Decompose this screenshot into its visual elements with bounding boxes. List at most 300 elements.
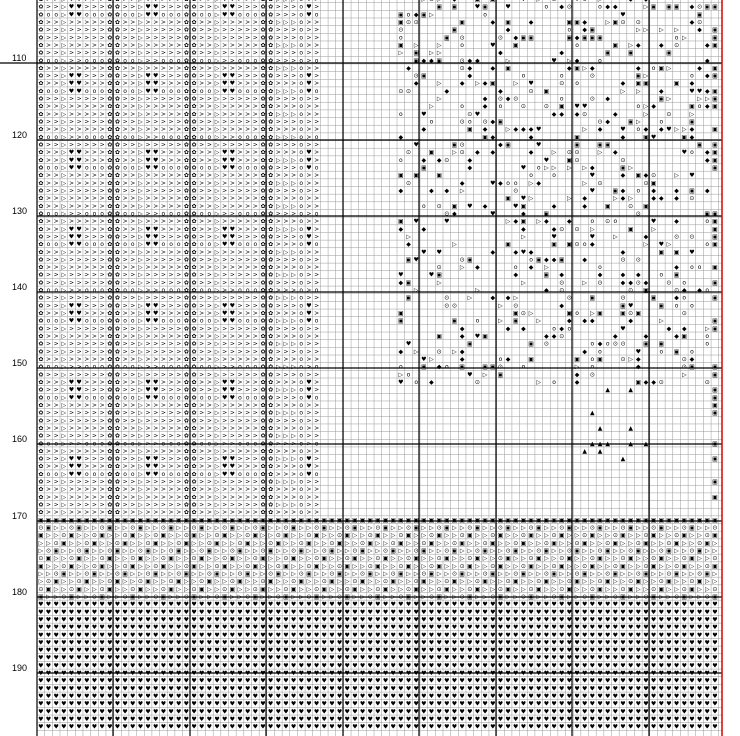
stitch-symbol: ⊙ [391, 540, 396, 547]
stitch-symbol: ▷ [54, 586, 59, 593]
stitch-symbol: > [46, 4, 51, 11]
stitch-symbol: > [176, 302, 181, 309]
stitch-symbol: o [131, 11, 135, 18]
stitch-symbol: ▣ [436, 563, 442, 570]
stitch-symbol: > [230, 356, 235, 363]
stitch-symbol: ◆ [399, 226, 404, 233]
stitch-symbol: ▷ [690, 540, 695, 547]
stitch-symbol: ▷ [69, 540, 74, 547]
stitch-symbol: ♥ [99, 655, 104, 662]
stitch-symbol: ▣ [444, 525, 450, 532]
stitch-symbol: o [131, 318, 135, 325]
stitch-symbol: o [299, 387, 303, 394]
stitch-symbol: ▣ [161, 532, 167, 539]
stitch-symbol: ✿ [260, 80, 265, 87]
stitch-symbol: > [230, 180, 235, 187]
stitch-symbol: > [176, 502, 181, 509]
stitch-symbol: ⊙ [590, 586, 595, 593]
stitch-symbol: ▣ [421, 164, 427, 171]
stitch-symbol: ▷ [230, 563, 235, 570]
stitch-symbol: > [123, 333, 128, 340]
stitch-symbol: ▣ [130, 593, 136, 600]
stitch-symbol: > [100, 27, 105, 34]
stitch-symbol: > [69, 325, 74, 332]
stitch-symbol: > [46, 142, 51, 149]
stitch-symbol: > [222, 364, 227, 371]
stitch-symbol: ◆ [513, 272, 518, 279]
stitch-symbol: ▣ [704, 570, 710, 577]
stitch-symbol: ▷ [215, 417, 220, 424]
stitch-symbol: o [299, 134, 303, 141]
stitch-symbol: ♥ [53, 616, 58, 623]
stitch-symbol: ♥ [153, 647, 158, 654]
stitch-symbol: ▷ [215, 80, 220, 87]
stitch-symbol: ▷ [444, 570, 449, 577]
stitch-symbol: ▣ [452, 547, 458, 554]
stitch-symbol: > [199, 172, 204, 179]
stitch-symbol: > [245, 96, 250, 103]
stitch-symbol: ▷ [697, 532, 702, 539]
stitch-symbol: ♥ [643, 609, 648, 616]
stitch-symbol: ♥ [544, 647, 549, 654]
stitch-symbol: > [169, 218, 174, 225]
stitch-symbol: o [414, 379, 418, 386]
stitch-symbol: ✿ [107, 371, 112, 378]
stitch-symbol: ▷ [61, 479, 66, 486]
stitch-symbol: > [245, 180, 250, 187]
stitch-symbol: ⊙ [69, 586, 74, 593]
stitch-symbol: ✿ [268, 394, 273, 401]
stitch-symbol: > [100, 249, 105, 256]
stitch-symbol: ▷ [215, 111, 220, 118]
stitch-symbol: ♥ [498, 639, 503, 646]
stitch-symbol: ♥ [413, 632, 418, 639]
stitch-symbol: ▷ [644, 103, 649, 110]
stitch-symbol: ▣ [38, 517, 44, 524]
stitch-symbol: ◆ [490, 134, 495, 141]
stitch-symbol: > [199, 456, 204, 463]
stitch-symbol: ✿ [260, 425, 265, 432]
stitch-symbol: > [84, 19, 89, 26]
stitch-symbol: ♥ [352, 624, 357, 631]
stitch-symbol: > [69, 356, 74, 363]
stitch-symbol: > [46, 27, 51, 34]
stitch-symbol: > [123, 479, 128, 486]
stitch-symbol: ▷ [513, 525, 518, 532]
stitch-symbol: ▣ [268, 547, 274, 554]
stitch-symbol: > [230, 34, 235, 41]
stitch-symbol: > [146, 34, 151, 41]
stitch-symbol: ♥ [375, 632, 380, 639]
stitch-symbol: > [291, 241, 296, 248]
stitch-symbol: > [46, 233, 51, 240]
stitch-symbol: > [314, 448, 319, 455]
stitch-symbol: > [169, 302, 174, 309]
stitch-symbol: ⊙ [506, 578, 511, 585]
stitch-symbol: o [552, 379, 556, 386]
stitch-symbol [61, 0, 66, 3]
stitch-symbol: ▣ [337, 540, 343, 547]
stitch-symbol: ▣ [689, 517, 695, 524]
stitch-symbol: ♥ [666, 624, 671, 631]
stitch-symbol: ▷ [590, 570, 595, 577]
stitch-symbol: > [54, 172, 59, 179]
stitch-symbol [161, 0, 166, 3]
stitch-symbol: ✿ [107, 88, 112, 95]
stitch-symbol: > [245, 27, 250, 34]
stitch-symbol: > [130, 50, 135, 57]
stitch-symbol: ⊙ [682, 586, 687, 593]
stitch-symbol: > [169, 371, 174, 378]
stitch-symbol: ▷ [705, 555, 710, 562]
stitch-symbol: ♥ [636, 624, 641, 631]
stitch-symbol: ♥ [498, 632, 503, 639]
stitch-symbol: > [306, 126, 311, 133]
stitch-symbol: ✿ [184, 272, 189, 279]
stitch-symbol: ✿ [192, 264, 197, 271]
stitch-symbol: ▷ [61, 249, 66, 256]
stitch-symbol: > [283, 34, 288, 41]
stitch-symbol: ▷ [353, 570, 358, 577]
stitch-symbol: > [146, 19, 151, 26]
stitch-symbol: ♥ [368, 639, 373, 646]
stitch-symbol: ▣ [199, 525, 205, 532]
stitch-symbol: > [291, 463, 296, 470]
stitch-symbol: ✿ [107, 486, 112, 493]
stitch-symbol: ♥ [444, 624, 449, 631]
stitch-symbol: ⊙ [552, 563, 557, 570]
stitch-symbol: > [84, 34, 89, 41]
stitch-symbol: ✿ [115, 471, 120, 478]
stitch-symbol: ▷ [77, 532, 82, 539]
stitch-symbol: ⊙ [406, 525, 411, 532]
stitch-symbol: ▣ [574, 578, 580, 585]
stitch-symbol: ♥ [475, 601, 480, 608]
stitch-symbol: > [253, 456, 258, 463]
stitch-symbol: ▣ [467, 126, 473, 133]
stitch-symbol: ✿ [192, 233, 197, 240]
stitch-symbol: ♥ [69, 387, 74, 394]
stitch-symbol: ♥ [276, 639, 281, 646]
stitch-symbol: ⊙ [260, 578, 265, 585]
stitch-symbol: ⊙ [636, 570, 641, 577]
stitch-symbol: > [69, 19, 74, 26]
stitch-symbol: ▷ [130, 570, 135, 577]
stitch-symbol: ✿ [260, 57, 265, 64]
stitch-symbol: ▷ [61, 555, 66, 562]
stitch-symbol: ♥ [122, 632, 127, 639]
stitch-symbol: > [130, 42, 135, 49]
stitch-symbol: o [299, 103, 303, 110]
stitch-symbol: ▣ [681, 532, 687, 539]
stitch-symbol: ▣ [674, 272, 680, 279]
stitch-symbol: ♥ [574, 616, 579, 623]
stitch-symbol: ✿ [115, 210, 120, 217]
stitch-symbol: > [176, 379, 181, 386]
stitch-symbol: ▣ [260, 517, 266, 524]
stitch-symbol: ◆ [529, 264, 534, 271]
stitch-symbol: ✿ [192, 287, 197, 294]
stitch-symbol: ▷ [429, 356, 434, 363]
stitch-symbol: ⊙ [100, 525, 105, 532]
stitch-symbol: ⊙ [77, 547, 82, 554]
stitch-symbol: > [314, 119, 319, 126]
stitch-symbol: ♥ [237, 639, 242, 646]
stitch-symbol: ◆ [498, 180, 503, 187]
stitch-symbol: ✿ [192, 302, 197, 309]
stitch-symbol: ♥ [46, 624, 51, 631]
stitch-symbol: > [69, 103, 74, 110]
stitch-symbol: > [77, 371, 82, 378]
stitch-symbol: > [123, 187, 128, 194]
stitch-symbol: > [276, 279, 281, 286]
stitch-symbol: ♥ [482, 601, 487, 608]
stitch-symbol: > [54, 295, 59, 302]
stitch-symbol: ✿ [268, 387, 273, 394]
stitch-symbol: ⊙ [414, 547, 419, 554]
stitch-symbol: ▷ [207, 525, 212, 532]
stitch-symbol: ▷ [399, 525, 404, 532]
stitch-symbol [268, 0, 273, 3]
stitch-symbol: ▣ [421, 364, 427, 371]
stitch-symbol: > [314, 356, 319, 363]
stitch-symbol: ✿ [268, 287, 273, 294]
stitch-symbol: ♥ [429, 639, 434, 646]
stitch-symbol: ▷ [215, 325, 220, 332]
stitch-symbol: > [146, 494, 151, 501]
stitch-symbol: > [153, 65, 158, 72]
stitch-symbol: o [299, 410, 303, 417]
stitch-symbol: > [176, 119, 181, 126]
stitch-symbol: ▷ [667, 563, 672, 570]
stitch-symbol: ▷ [291, 479, 296, 486]
stitch-symbol: ▷ [199, 563, 204, 570]
stitch-symbol: ▷ [215, 164, 220, 171]
stitch-symbol: ▷ [506, 563, 511, 570]
stitch-symbol: > [253, 157, 258, 164]
stitch-symbol: > [199, 218, 204, 225]
stitch-symbol: ▷ [61, 142, 66, 149]
stitch-symbol: ▷ [115, 586, 120, 593]
stitch-symbol: ♥ [436, 601, 441, 608]
stitch-symbol: > [207, 256, 212, 263]
stitch-symbol: ✿ [107, 256, 112, 263]
stitch-symbol: > [46, 371, 51, 378]
stitch-symbol: > [253, 203, 258, 210]
stitch-symbol: ▣ [344, 563, 350, 570]
stitch-symbol: > [176, 19, 181, 26]
stitch-symbol: > [54, 34, 59, 41]
stitch-symbol: ♥ [237, 616, 242, 623]
stitch-symbol: ✿ [184, 463, 189, 470]
stitch-symbol: o [47, 241, 51, 248]
stitch-symbol: > [314, 279, 319, 286]
stitch-symbol: ▣ [505, 586, 511, 593]
stitch-symbol: ▣ [712, 142, 718, 149]
stitch-symbol: ✿ [192, 65, 197, 72]
stitch-symbol: ♥ [222, 639, 227, 646]
stitch-symbol [521, 0, 526, 3]
stitch-symbol: ▣ [475, 525, 481, 532]
stitch-symbol: ▣ [314, 517, 320, 524]
stitch-symbol: > [237, 325, 242, 332]
stitch-symbol: > [123, 341, 128, 348]
stitch-symbol: ♥ [689, 88, 694, 95]
stitch-symbol: ▷ [483, 586, 488, 593]
stitch-symbol: ♥ [421, 624, 426, 631]
stitch-symbol: > [230, 256, 235, 263]
stitch-symbol: ▣ [567, 310, 573, 317]
stitch-symbol: > [84, 149, 89, 156]
stitch-symbol: ⊙ [674, 233, 679, 240]
stitch-symbol: o [299, 348, 303, 355]
stitch-symbol: ✿ [192, 57, 197, 64]
stitch-symbol: > [54, 425, 59, 432]
stitch-symbol: ▷ [138, 532, 143, 539]
stitch-symbol: ♥ [482, 632, 487, 639]
stitch-symbol [253, 0, 258, 3]
stitch-symbol: > [130, 433, 135, 440]
stitch-symbol: > [176, 333, 181, 340]
stitch-symbol: ▷ [138, 218, 143, 225]
stitch-symbol: o [123, 11, 127, 18]
stitch-symbol: > [207, 509, 212, 516]
stitch-symbol: o [299, 142, 303, 149]
stitch-symbol: > [230, 50, 235, 57]
stitch-symbol: > [123, 456, 128, 463]
stitch-symbol: ▣ [513, 578, 519, 585]
stitch-symbol: ✿ [107, 180, 112, 187]
stitch-symbol: > [92, 34, 97, 41]
stitch-symbol: > [237, 302, 242, 309]
stitch-symbol: ♥ [76, 11, 81, 18]
stitch-symbol: ▷ [215, 364, 220, 371]
stitch-symbol: > [199, 479, 204, 486]
stitch-symbol: ▷ [215, 394, 220, 401]
stitch-symbol [306, 0, 311, 3]
stitch-symbol: > [130, 356, 135, 363]
stitch-symbol: ✿ [115, 149, 120, 156]
stitch-symbol: > [161, 310, 166, 317]
stitch-symbol: o [407, 11, 411, 18]
stitch-symbol: ▣ [712, 563, 718, 570]
stitch-symbol: > [207, 417, 212, 424]
stitch-symbol: ▷ [529, 310, 534, 317]
stitch-symbol: o [315, 241, 319, 248]
stitch-symbol: ▷ [636, 586, 641, 593]
stitch-symbol: > [130, 348, 135, 355]
stitch-symbol: ♥ [368, 624, 373, 631]
stitch-symbol: ▷ [215, 34, 220, 41]
stitch-symbol: ▷ [284, 456, 289, 463]
stitch-symbol: > [123, 172, 128, 179]
stitch-symbol: > [92, 279, 97, 286]
stitch-symbol: ♥ [459, 601, 464, 608]
stitch-symbol: ▷ [61, 295, 66, 302]
stitch-symbol: ⊙ [46, 547, 51, 554]
stitch-symbol: o [506, 180, 510, 187]
stitch-symbol: ▷ [636, 119, 641, 126]
stitch-symbol: ♥ [628, 609, 633, 616]
stitch-symbol: > [123, 226, 128, 233]
stitch-symbol: ♥ [130, 624, 135, 631]
stitch-symbol: ♥ [360, 609, 365, 616]
stitch-symbol: ♥ [306, 149, 311, 156]
stitch-symbol: ▣ [122, 570, 128, 577]
stitch-symbol: ✿ [115, 42, 120, 49]
stitch-symbol: o [93, 210, 97, 217]
stitch-symbol: ▷ [605, 532, 610, 539]
stitch-symbol: > [46, 325, 51, 332]
stitch-symbol: ♥ [490, 647, 495, 654]
stitch-symbol: ♥ [505, 601, 510, 608]
stitch-symbol: ♥ [115, 601, 120, 608]
stitch-symbol: ♥ [636, 632, 641, 639]
stitch-symbol: ♥ [429, 624, 434, 631]
stitch-symbol: ▷ [61, 525, 66, 532]
stitch-symbol: > [176, 172, 181, 179]
stitch-symbol: ▣ [635, 547, 641, 554]
stitch-symbol: ▷ [61, 27, 66, 34]
stitch-symbol: ♥ [620, 601, 625, 608]
stitch-symbol: ▷ [61, 241, 66, 248]
stitch-symbol: ✿ [192, 195, 197, 202]
stitch-symbol: ♥ [46, 655, 51, 662]
stitch-symbol: ▷ [575, 563, 580, 570]
stitch-symbol: ✿ [107, 27, 112, 34]
stitch-symbol: > [92, 264, 97, 271]
stitch-symbol: ♥ [76, 616, 81, 623]
stitch-symbol: > [276, 463, 281, 470]
stitch-symbol: ♥ [406, 616, 411, 623]
stitch-symbol: ▷ [567, 532, 572, 539]
stitch-symbol: ♥ [314, 609, 319, 616]
stitch-symbol: ♥ [145, 73, 150, 80]
stitch-symbol: > [130, 486, 135, 493]
stitch-symbol: ✿ [107, 509, 112, 516]
stitch-symbol: ▷ [61, 448, 66, 455]
stitch-symbol: ◆ [552, 111, 557, 118]
stitch-symbol: ▣ [635, 80, 641, 87]
stitch-symbol: > [161, 203, 166, 210]
stitch-symbol: > [100, 325, 105, 332]
stitch-symbol: > [46, 256, 51, 263]
stitch-symbol: > [291, 149, 296, 156]
stitch-symbol: ♥ [69, 11, 74, 18]
stitch-symbol: ♥ [84, 632, 89, 639]
stitch-symbol: ▷ [39, 547, 44, 554]
stitch-symbol: o [93, 57, 97, 64]
stitch-symbol: ⊙ [161, 555, 166, 562]
stitch-symbol: > [92, 27, 97, 34]
stitch-symbol: > [207, 149, 212, 156]
stitch-symbol: ▣ [597, 525, 603, 532]
stitch-symbol: ♥ [337, 624, 342, 631]
stitch-symbol: > [253, 42, 258, 49]
stitch-symbol: > [207, 456, 212, 463]
stitch-symbol: > [153, 479, 158, 486]
stitch-symbol: ⊙ [521, 563, 526, 570]
stitch-symbol: ✿ [268, 471, 273, 478]
stitch-symbol: ▷ [322, 563, 327, 570]
stitch-symbol: ▷ [138, 172, 143, 179]
stitch-symbol: > [253, 27, 258, 34]
stitch-symbol: > [253, 279, 258, 286]
stitch-symbol: > [245, 149, 250, 156]
stitch-symbol: ♥ [513, 601, 518, 608]
stitch-symbol: ▷ [291, 570, 296, 577]
stitch-symbol: ▷ [146, 563, 151, 570]
